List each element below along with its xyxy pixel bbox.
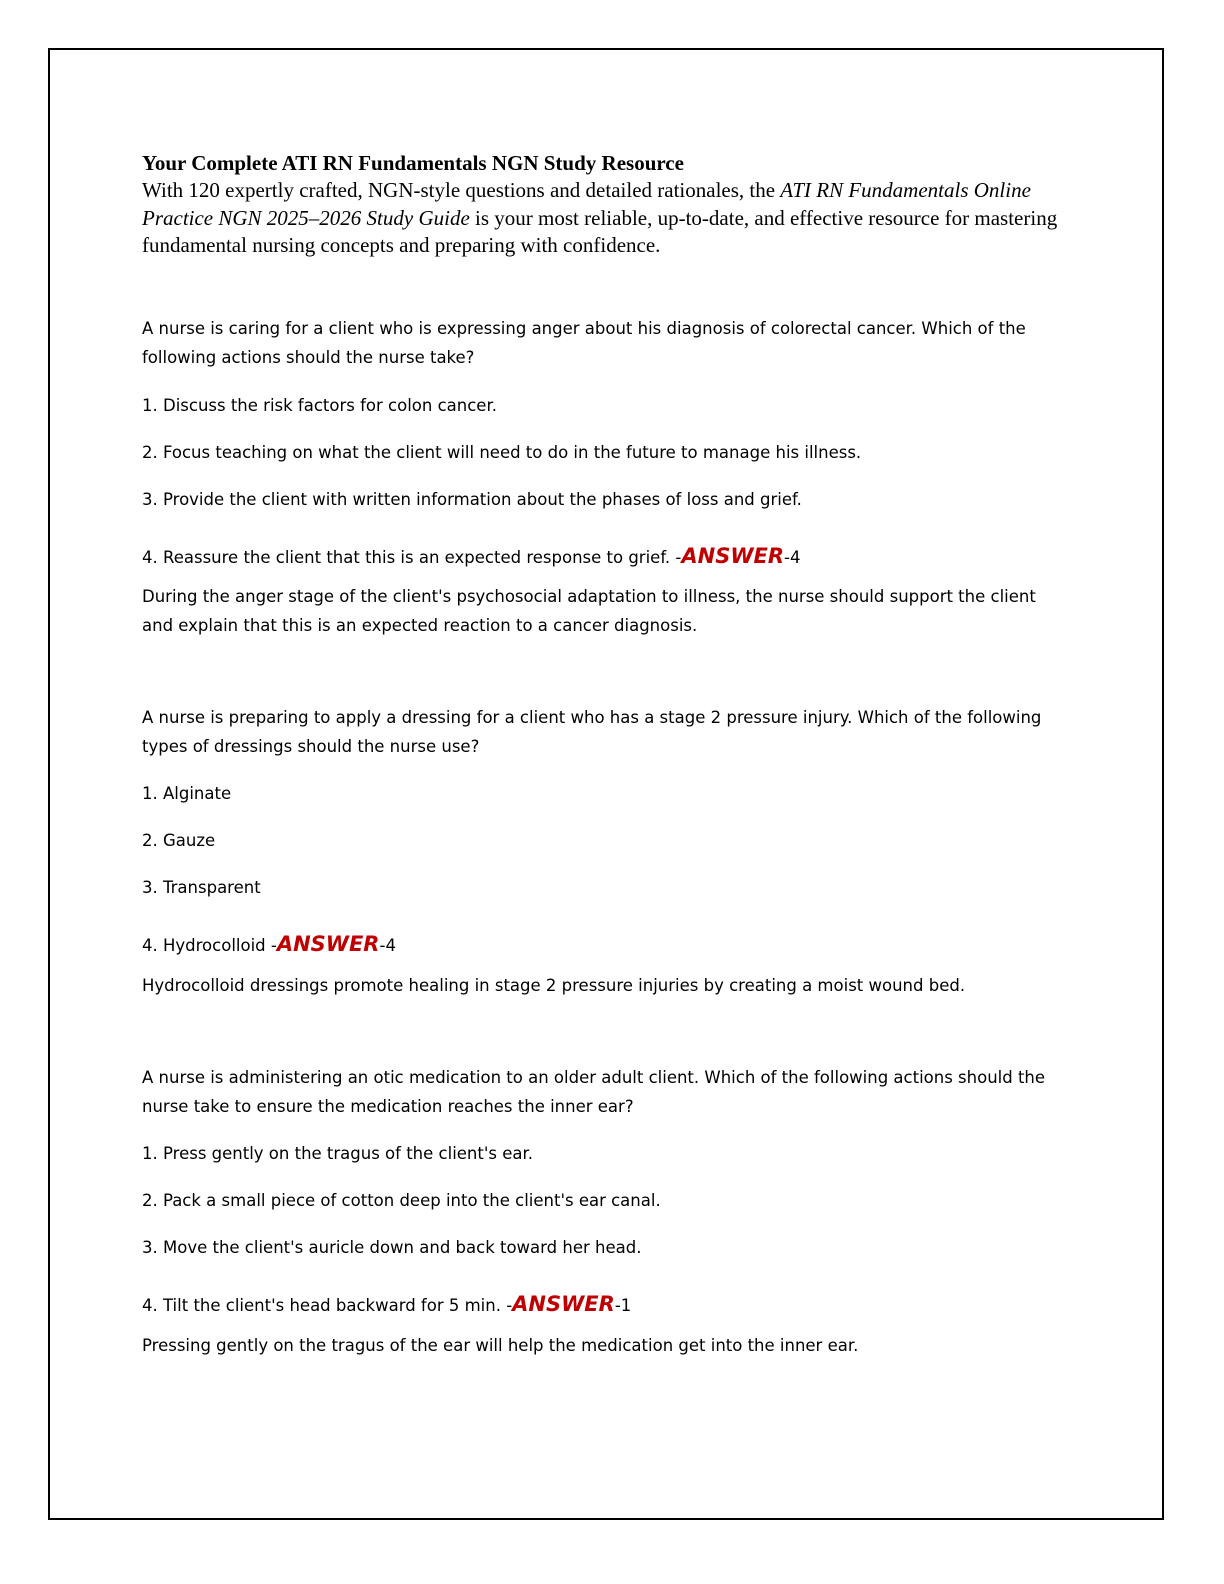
questions: [142, 314, 1062, 1360]
question-3: [142, 1063, 1062, 1360]
option-1: 1. Discuss the risk factors for colon cancer.: [142, 395, 497, 415]
intro-body-guide-title: ATI RN Fundamentals Online Practice NGN 2025–2026 Study Guide: [142, 178, 1031, 230]
question-stem: A nurse is administering an otic medication to an older adult client. Which of the following actions should the nurse take to ensure the medication reaches the inner ear?: [142, 1067, 1046, 1116]
rationale: Hydrocolloid dressings promote healing in stage 2 pressure injuries by creating a moist wound bed.: [142, 975, 966, 995]
option-4-answer: [142, 1290, 1062, 1320]
intro-body-start: With 120 expertly crafted, NGN-style questions and detailed rationales, the: [142, 178, 781, 202]
rationale: Pressing gently on the tragus of the ear will help the medication get into the inner ear.: [142, 1335, 859, 1355]
option-3: 3. Move the client's auricle down and back toward her head.: [142, 1237, 642, 1257]
intro-title: Your Complete ATI RN Fundamentals NGN Study Resource: [142, 151, 684, 175]
option-4: 4. Hydrocolloid -: [142, 935, 277, 955]
option-1: 1. Alginate: [142, 783, 232, 803]
option-1: 1. Press gently on the tragus of the client's ear.: [142, 1143, 534, 1163]
option-4-answer: [142, 930, 1062, 960]
question-1: [142, 314, 1062, 640]
option-2: 2. Gauze: [142, 830, 216, 850]
rationale: During the anger stage of the client's psychosocial adaptation to illness, the nurse should support the client and explain that this is an expected reaction to a cancer diagnosis.: [142, 586, 1036, 635]
answer-value: -4: [379, 935, 396, 955]
question-stem: A nurse is caring for a client who is expressing anger about his diagnosis of colorectal cancer. Which of the following actions should the nurse take?: [142, 318, 1026, 367]
answer-label: ANSWER: [276, 931, 380, 956]
intro-body-end: is your most reliable, up-to-date, and effective resource for mastering fundamental nursing concepts and preparing with confidence.: [142, 205, 1058, 257]
intro-body: [142, 177, 1062, 260]
answer-value: -1: [614, 1295, 632, 1315]
document-content: [142, 150, 1062, 1360]
option-2: 2. Focus teaching on what the client will need to do in the future to manage his illness.: [142, 442, 862, 462]
option-4-answer: [142, 542, 1062, 572]
answer-label: ANSWER: [512, 1291, 615, 1316]
question-2: [142, 703, 1062, 1000]
answer-label: ANSWER: [681, 543, 785, 568]
option-4: 4. Tilt the client's head backward for 5 min. -: [142, 1295, 513, 1315]
question-stem: A nurse is preparing to apply a dressing for a client who has a stage 2 pressure injury. Which of the following types of dressings should the nurse use?: [142, 707, 1042, 756]
option-2: 2. Pack a small piece of cotton deep into the client's ear canal.: [142, 1190, 661, 1210]
option-3: 3. Provide the client with written information about the phases of loss and grief.: [142, 489, 802, 509]
option-4: 4. Reassure the client that this is an expected response to grief. -: [142, 547, 682, 567]
option-3: 3. Transparent: [142, 877, 261, 897]
answer-value: -4: [784, 547, 801, 567]
